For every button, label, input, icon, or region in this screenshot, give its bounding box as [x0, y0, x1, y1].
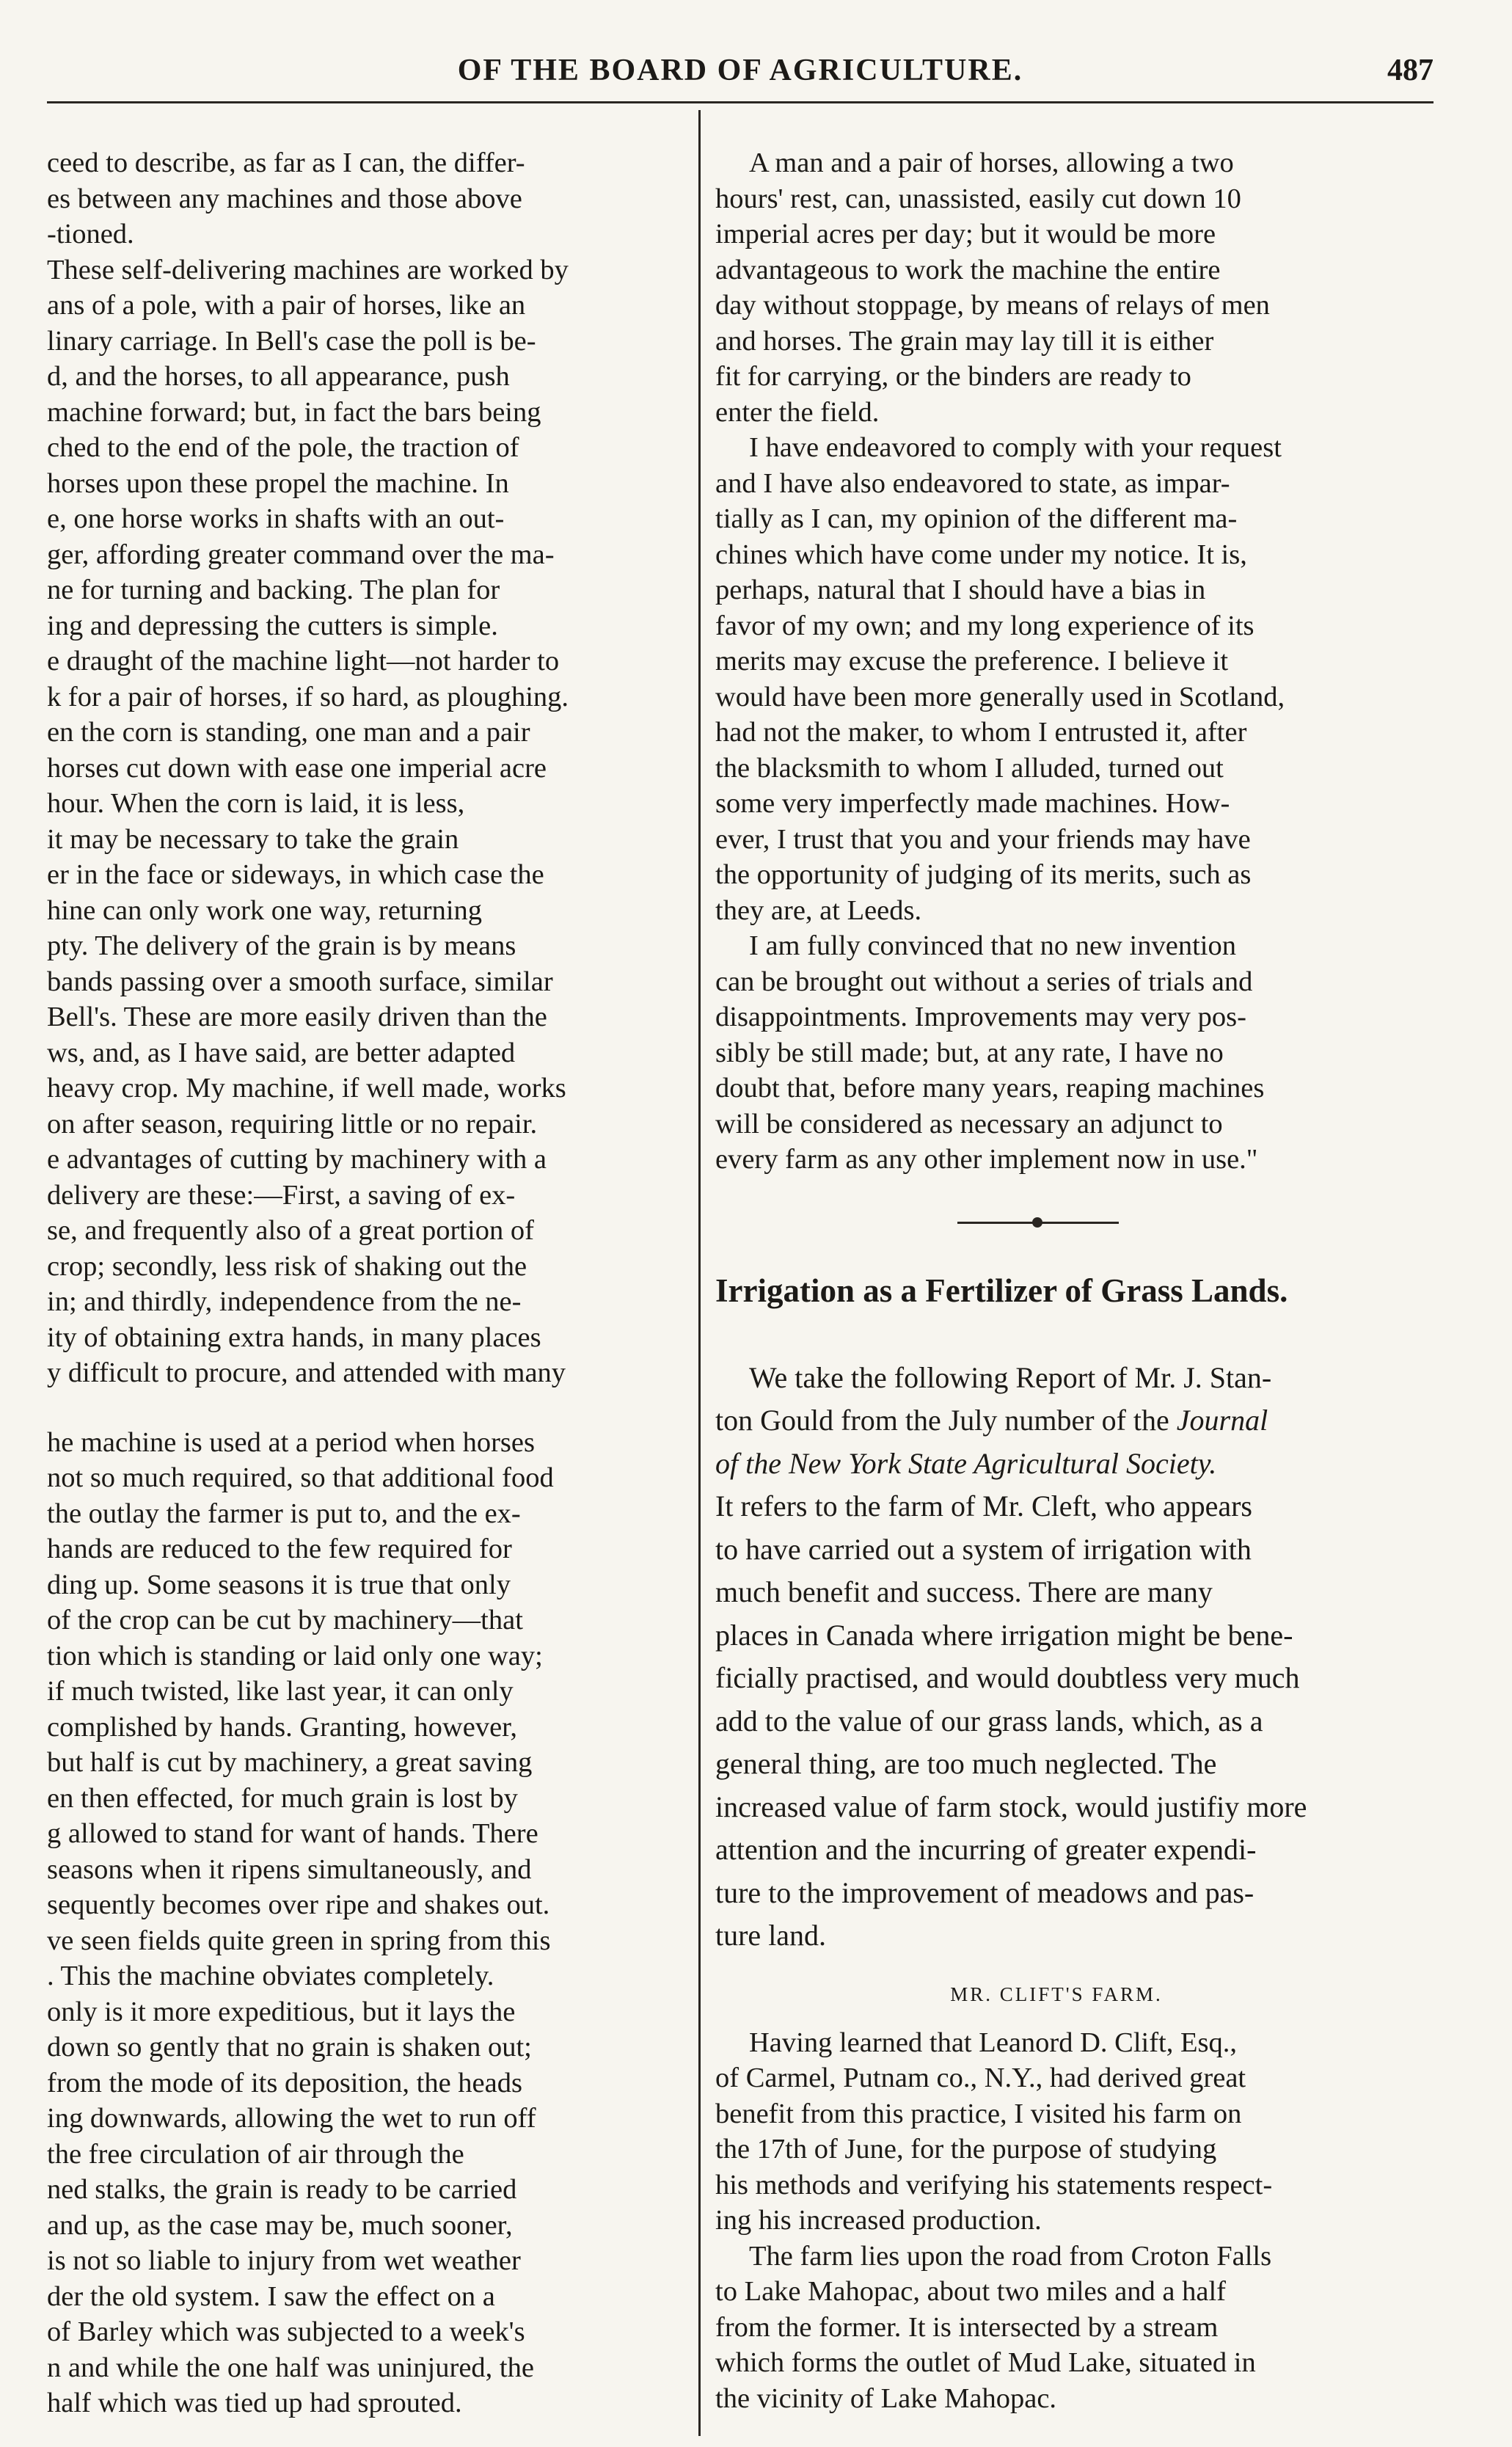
running-title: OF THE BOARD OF AGRICULTURE.	[457, 54, 1023, 87]
paragraph-endeavored: I have endeavored to comply with your request and I have also endeavored to state, as impar- tially as I can, my opinion of the different ma- chines which have come under my notice. It is, perhaps, natural that I should have a bias in favor of my own; and my long experience of its merits may excuse the preference. I believe it would have been more generally used in Scotland, had not the maker, to whom I entrusted it, after the blacksmith to whom I alluded, turned out some very imperfectly made machines. How- ever, I trust that you and your friends may have the opportunity of judging of its merits, such as they are, at Leeds.	[715, 432, 1285, 926]
section-title: Irrigation as a Fertilizer of Grass Lands.	[715, 1272, 1288, 1309]
left-column	[47, 145, 678, 2421]
irrigation-intro	[715, 1357, 1398, 1958]
section-divider-ornament	[715, 1203, 1398, 1244]
right-column	[715, 145, 1398, 2416]
ornament-dot-icon	[1032, 1217, 1042, 1228]
left-column-gap	[47, 1391, 678, 1425]
header-rule	[47, 101, 1434, 103]
column-divider	[698, 110, 701, 2436]
intro-text-a: We take the following Report of Mr. J. Stan- ton Gould from the July number of the	[715, 1360, 1272, 1437]
page-number: 487	[1387, 54, 1434, 87]
farm-subheading: MR. CLIFT'S FARM.	[950, 1983, 1163, 2005]
paragraph-farm-location: The farm lies upon the road from Croton Falls to Lake Mahopac, about two miles and a half from the former. It is intersected by a stream which forms the outlet of Mud Lake, situated in the vicinity of Lake Mahopac.	[715, 2240, 1272, 2414]
paragraph-convinced: I am fully convinced that no new invention can be brought out without a series of trials and disappointments. Improvements may very pos- sibly be still made; but, at any rate, I have no doubt that, before many years, reaping machines will be considered as necessary an adjunct to every farm as any other implement now in use."	[715, 930, 1265, 1175]
running-head	[47, 53, 1434, 97]
paragraph-visit: Having learned that Leanord D. Clift, Esq., of Carmel, Putnam co., N.Y., had derived great benefit from this practice, I visited his farm on the 17th of June, for the purpose of studying his methods and verifying his statements respect- ing his increased production.	[715, 2027, 1273, 2236]
journal-title: Journal of the New York State Agricultural Society.	[715, 1404, 1268, 1480]
left-column-text-upper: ceed to describe, as far as I can, the differ- es between any machines and those above -tioned. These self-delivering machines are worked by ans of a pole, with a pair of horses, like an linary carriage. In Bell's case the poll is be- d, and the horses, to all appearance, push machine forward; but, in fact the bars being ched to the end of the pole, the traction of horses upon these propel the machine. In e, one horse works in shafts with an out- ger, affording greater command over the ma- ne for turning and backing. The plan for ing and depressing the cutters is simple. e draught of the machine light—not harder to k for a pair of horses, if so hard, as ploughing. en the corn is standing, one man and a pair horses cut down with ease one imperial acre hour. When the corn is laid, it is less, it may be necessary to take the grain er in the face or sideways, in which case the hine can only work one way, returning pty. The delivery of the grain is by means bands passing over a smooth surface, similar Bell's. These are more easily driven than the ws, and, as I have said, are better adapted heavy crop. My machine, if well made, works on after season, requiring little or no repair. e advantages of cutting by machinery with a delivery are these:—First, a saving of ex- se, and frequently also of a great portion of crop; secondly, less risk of shaking out the in; and thirdly, independence from the ne- ity of obtaining extra hands, in many places y difficult to procure, and attended with many	[47, 147, 569, 1388]
intro-text-b: It refers to the farm of Mr. Cleft, who appears to have carried out a system of irrigation with much benefit and success. There are many places in Canada where irrigation might be bene- ficially practised, and would doubtless very much add to the value of our grass lands, which, as a general thing, are too much neglected. The increased value of farm stock, would justifiy more attention and the incurring of greater expendi- ture to the improvement of meadows and pas- ture land.	[715, 1489, 1307, 1952]
paragraph-horses-relays: A man and a pair of horses, allowing a two hours' rest, can, unassisted, easily cut down 10 imperial acres per day; but it would be more advantageous to work the machine the entire day without stoppage, by means of relays of men and horses. The grain may lay till it is either fit for carrying, or the binders are ready to enter the field.	[715, 147, 1270, 428]
left-column-text-lower: he machine is used at a period when horses not so much required, so that additional food the outlay the farmer is put to, and the ex- hands are reduced to the few required for ding up. Some seasons it is true that only of the crop can be cut by machinery—that tion which is standing or laid only one way; if much twisted, like last year, it can only complished by hands. Granting, however, but half is cut by machinery, a great saving en then effected, for much grain is lost by g allowed to stand for want of hands. There seasons when it ripens simultaneously, and sequently becomes over ripe and shakes out. ve seen fields quite green in spring from this . This the machine obviates completely. only is it more expeditious, but it lays the down so gently that no grain is shaken out; from the mode of its deposition, the heads ing downwards, allowing the wet to run off the free circulation of air through the ned stalks, the grain is ready to be carried and up, as the case may be, much sooner, is not so liable to injury from wet weather der the old system. I saw the effect on a of Barley which was subjected to a week's n and while the one half was uninjured, the half which was tied up had sprouted.	[47, 1426, 554, 2418]
